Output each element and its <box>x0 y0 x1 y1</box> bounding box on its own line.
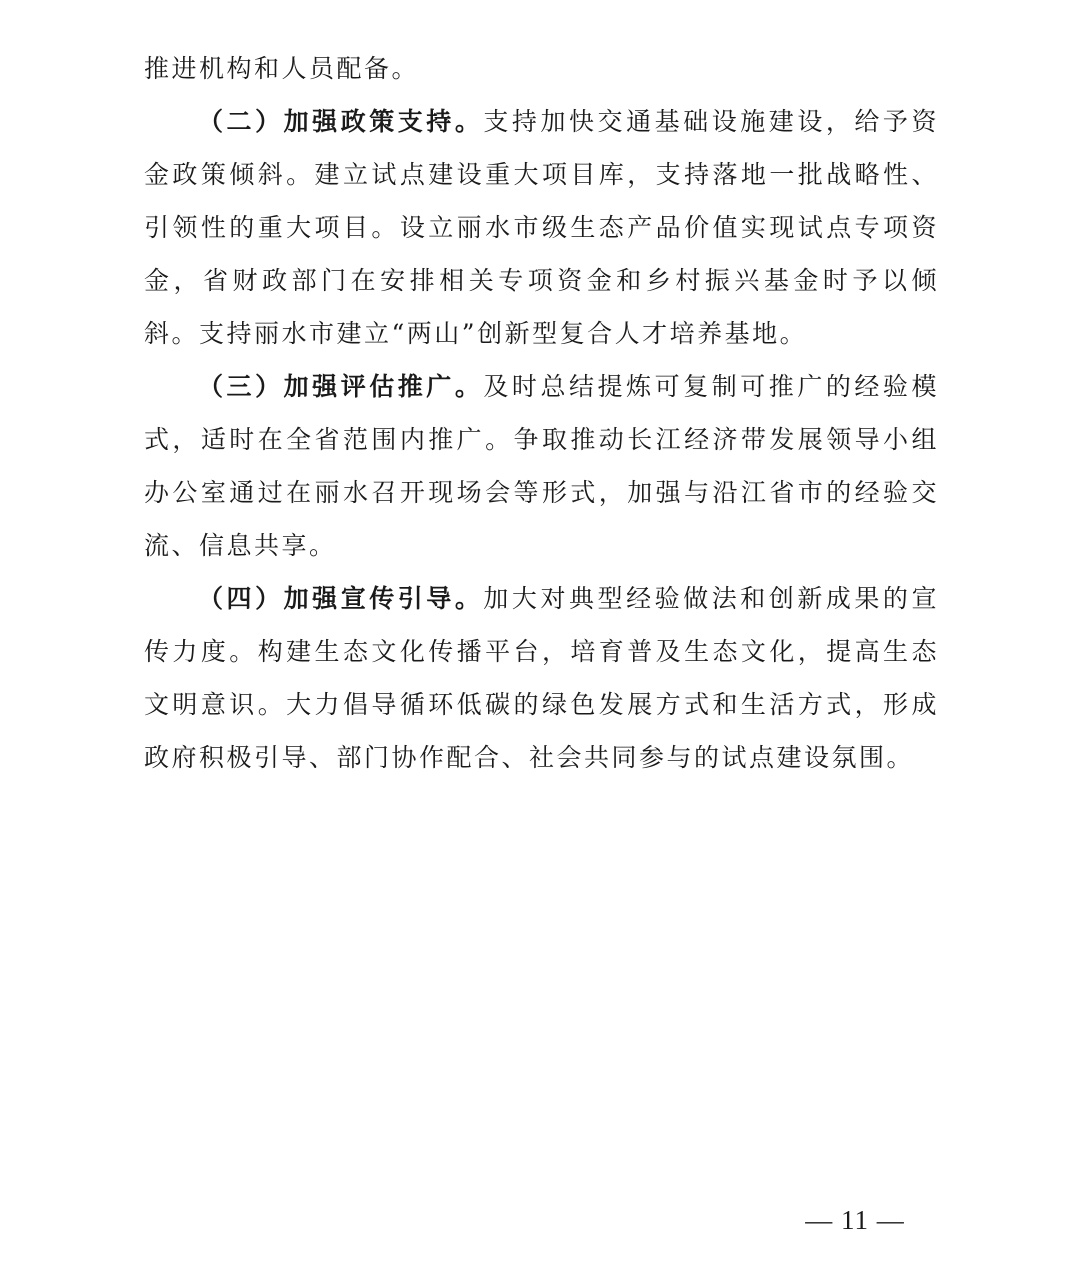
document-body <box>144 42 939 784</box>
paragraph-evaluation-promotion <box>144 360 939 572</box>
paragraph-publicity-guidance <box>144 572 939 784</box>
paragraph-text: 及时总结提炼可复制可推广的经验模式，适时在全省范围内推广。争取推动长江经济带发展领导小组办公室通过在丽水召开现场会等形式，加强与沿江省市的经验交流、信息共享。 <box>144 372 939 560</box>
paragraph-text: 支持加快交通基础设施建设，给予资金政策倾斜。建立试点建设重大项目库，支持落地一批战略性、引领性的重大项目。设立丽水市级生态产品价值实现试点专项资金，省财政部门在安排相关专项资金和乡村振兴基金时予以倾斜。支持丽水市建立“两山”创新型复合人才培养基地。 <box>144 107 939 348</box>
paragraph-continuation <box>144 42 939 95</box>
paragraph-heading: （二）加强政策支持。 <box>198 107 484 136</box>
paragraph-text: 推进机构和人员配备。 <box>144 54 420 83</box>
paragraph-text: 加大对典型经验做法和创新成果的宣传力度。构建生态文化传播平台，培育普及生态文化，提高生态文明意识。大力倡导循环低碳的绿色发展方式和生活方式，形成政府积极引导、部门协作配合、社会共同参与的试点建设氛围。 <box>144 584 939 772</box>
paragraph-policy-support <box>144 95 939 360</box>
paragraph-heading: （四）加强宣传引导。 <box>198 584 484 613</box>
paragraph-heading: （三）加强评估推广。 <box>198 372 484 401</box>
page-number: — 11 — <box>805 1205 905 1235</box>
